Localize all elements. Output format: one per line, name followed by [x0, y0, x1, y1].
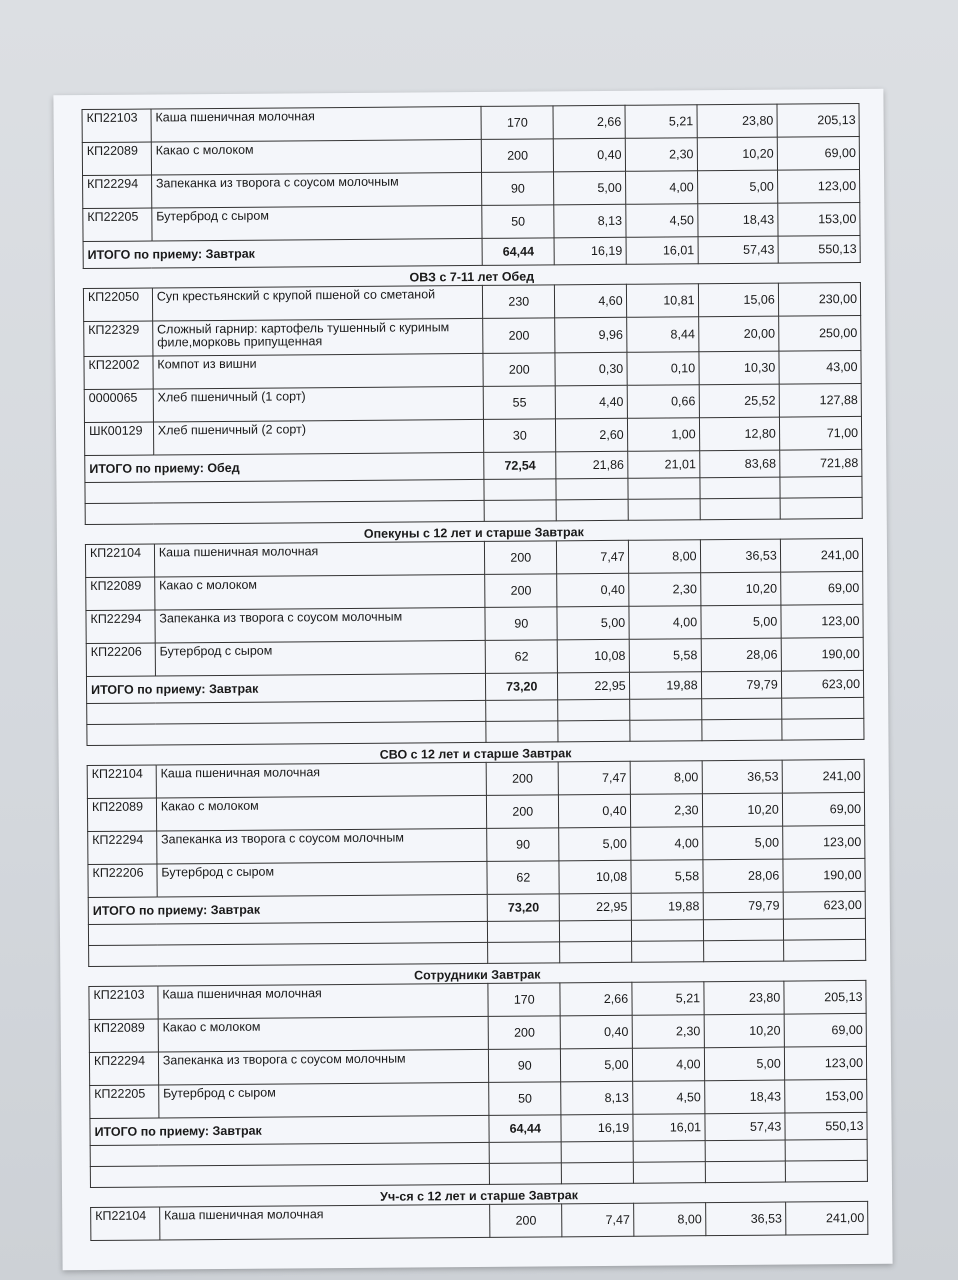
cell-v3: 23,80: [703, 981, 783, 1015]
cell-v1: 2,60: [555, 418, 627, 452]
total-v2: 16,01: [626, 237, 698, 265]
cell-code: КП22294: [83, 175, 152, 209]
empty-cell: [783, 918, 865, 940]
empty-cell: [484, 500, 556, 522]
cell-qty: 230: [482, 285, 554, 319]
total-v3: 79,79: [701, 671, 781, 699]
cell-v2: 4,00: [630, 827, 702, 861]
cell-v4: 153,00: [778, 202, 861, 236]
empty-cell: [780, 497, 862, 519]
empty-cell: [557, 699, 629, 721]
cell-v1: 0,40: [553, 138, 625, 172]
cell-v1: 10,08: [559, 860, 631, 894]
empty-cell: [486, 721, 558, 743]
cell-v1: 4,40: [555, 385, 627, 419]
cell-v1: 7,47: [558, 761, 630, 795]
cell-code: КП22329: [84, 321, 153, 357]
total-v3: 57,43: [698, 236, 778, 264]
cell-code: КП22089: [82, 142, 151, 176]
cell-v3: 28,06: [701, 638, 781, 672]
cell-v2: 4,50: [632, 1081, 704, 1115]
cell-v4: 123,00: [784, 1046, 867, 1080]
cell-v2: 1,00: [627, 418, 699, 452]
cell-name: Запеканка из творога с соусом молочным: [151, 172, 481, 208]
cell-v3: 10,30: [699, 351, 779, 385]
cell-v2: 2,30: [630, 794, 702, 828]
cell-v4: 230,00: [778, 282, 861, 316]
cell-name: Хлеб пшеничный (1 сорт): [153, 386, 483, 422]
cell-v1: 5,00: [560, 1048, 632, 1082]
total-v2: 19,88: [631, 893, 703, 921]
total-v3: 79,79: [703, 892, 783, 920]
cell-v1: 7,47: [556, 540, 628, 574]
total-v4: 623,00: [783, 891, 865, 919]
cell-qty: 50: [488, 1082, 560, 1116]
empty-cell: [489, 1142, 561, 1164]
cell-v1: 5,00: [557, 606, 629, 640]
menu-table: [82, 103, 861, 269]
cell-v3: 5,00: [704, 1047, 784, 1081]
cell-v2: 0,10: [627, 352, 699, 386]
cell-v3: 20,00: [698, 316, 778, 352]
cell-qty: 200: [486, 795, 558, 829]
cell-name: Запеканка из творога с соусом молочным: [158, 1049, 488, 1085]
cell-qty: 90: [485, 607, 557, 641]
cell-v2: 2,30: [632, 1015, 704, 1049]
cell-v4: 153,00: [784, 1079, 867, 1113]
empty-cell: [633, 1162, 705, 1184]
menu-table: [90, 1201, 868, 1241]
cell-qty: 55: [483, 386, 555, 420]
cell-v4: 241,00: [780, 538, 863, 572]
empty-cell: [629, 720, 701, 742]
empty-cell: [487, 942, 559, 964]
cell-v3: 18,43: [704, 1080, 784, 1114]
cell-qty: 90: [486, 828, 558, 862]
cell-v3: 28,06: [703, 859, 783, 893]
cell-v4: 190,00: [783, 858, 866, 892]
cell-v3: 10,20: [702, 793, 782, 827]
empty-cell: [559, 941, 631, 963]
empty-cell: [628, 478, 700, 500]
cell-v1: 10,08: [557, 639, 629, 673]
total-v1: 22,95: [557, 672, 629, 700]
total-v4: 721,88: [779, 449, 861, 477]
empty-cell: [556, 478, 628, 500]
cell-name: Бутерброд с сыром: [152, 205, 482, 241]
empty-cell: [785, 1160, 867, 1182]
cell-name: Сложный гарнир: картофель тушенный с куриным филе,морковь припущенная: [153, 318, 483, 356]
cell-v4: 190,00: [781, 637, 864, 671]
empty-cell: [629, 699, 701, 721]
cell-v4: 241,00: [782, 759, 865, 793]
cell-v4: 43,00: [779, 350, 862, 384]
empty-cell: [556, 499, 628, 521]
cell-name: Компот из вишни: [153, 353, 483, 389]
cell-v1: 5,00: [553, 171, 625, 205]
cell-v3: 5,00: [697, 170, 777, 204]
empty-cell: [87, 721, 486, 745]
cell-code: КП22089: [87, 798, 156, 832]
cell-qty: 200: [484, 541, 556, 575]
empty-cell: [90, 1163, 489, 1187]
empty-cell: [85, 500, 484, 524]
cell-v1: 4,60: [554, 284, 626, 318]
cell-code: ШК00129: [84, 422, 153, 456]
cell-v4: 123,00: [782, 825, 865, 859]
cell-v2: 10,81: [626, 284, 698, 318]
cell-v2: 5,58: [629, 639, 701, 673]
cell-v4: 123,00: [781, 604, 864, 638]
cell-qty: 200: [482, 318, 554, 354]
cell-qty: 200: [483, 353, 555, 387]
cell-qty: 200: [488, 1016, 560, 1050]
cell-v4: 123,00: [777, 169, 860, 203]
cell-qty: 200: [486, 762, 558, 796]
total-v1: 16,19: [561, 1114, 633, 1142]
section-title: СВО с 12 лет и старше Завтрак: [379, 746, 572, 762]
cell-v2: 2,30: [625, 138, 697, 172]
empty-cell: [700, 477, 780, 499]
empty-cell: [705, 1140, 785, 1162]
cell-qty: 30: [483, 419, 555, 453]
cell-v2: 0,66: [627, 385, 699, 419]
cell-name: Бутерброд с сыром: [159, 1082, 489, 1118]
cell-name: Какао с молоком: [156, 795, 486, 831]
cell-qty: 90: [488, 1049, 560, 1083]
cell-v4: 127,88: [779, 383, 862, 417]
empty-cell: [89, 942, 488, 966]
cell-qty: 170: [481, 106, 553, 140]
cell-v1: 2,66: [553, 105, 625, 139]
cell-v3: 10,20: [704, 1014, 784, 1048]
cell-v1: 8,13: [560, 1081, 632, 1115]
empty-cell: [561, 1141, 633, 1163]
cell-v3: 10,20: [700, 572, 780, 606]
cell-code: КП22294: [88, 831, 157, 865]
empty-cell: [705, 1161, 785, 1183]
empty-cell: [783, 939, 865, 961]
total-label: ИТОГО по приему: Завтрак: [86, 673, 485, 703]
section-title: Опекуны с 12 лет и старше Завтрак: [363, 525, 584, 541]
menu-table: [85, 538, 865, 746]
cell-v4: 69,00: [780, 571, 863, 605]
cell-name: Каша пшеничная молочная: [154, 541, 484, 577]
cell-v3: 36,53: [700, 539, 780, 573]
cell-qty: 90: [481, 172, 553, 206]
cell-v4: 205,13: [784, 980, 867, 1014]
total-v4: 623,00: [781, 670, 863, 698]
cell-code: КП22206: [88, 864, 157, 898]
cell-v4: 69,00: [784, 1013, 867, 1047]
cell-v3: 5,00: [702, 826, 782, 860]
cell-name: Какао с молоком: [158, 1016, 488, 1052]
empty-cell: [628, 499, 700, 521]
empty-cell: [484, 479, 556, 501]
cell-qty: 200: [481, 139, 553, 173]
empty-cell: [631, 920, 703, 942]
cell-v3: 36,53: [705, 1202, 785, 1236]
cell-v1: 9,96: [554, 317, 626, 353]
cell-code: КП22104: [87, 765, 156, 799]
cell-v1: 0,40: [560, 1015, 632, 1049]
cell-code: КП22104: [91, 1207, 160, 1241]
menu-table: [88, 980, 868, 1188]
cell-v2: 5,21: [625, 105, 697, 139]
total-qty: 64,44: [489, 1115, 561, 1143]
total-v2: 19,88: [629, 672, 701, 700]
total-v4: 550,13: [778, 235, 860, 263]
cell-v4: 69,00: [777, 136, 860, 170]
empty-cell: [782, 718, 864, 740]
cell-v2: 8,00: [633, 1203, 705, 1237]
total-label: ИТОГО по приему: Завтрак: [90, 1115, 489, 1145]
empty-cell: [785, 1139, 867, 1161]
section-title: Сотрудники Завтрак: [414, 967, 541, 983]
cell-v3: 18,43: [697, 203, 777, 237]
cell-v2: 8,00: [628, 540, 700, 574]
cell-name: Бутерброд с сыром: [157, 861, 487, 897]
cell-v2: 5,21: [632, 982, 704, 1016]
total-v2: 16,01: [633, 1114, 705, 1142]
cell-name: Каша пшеничная молочная: [159, 1204, 489, 1240]
cell-v4: 241,00: [785, 1201, 868, 1235]
cell-v3: 5,00: [701, 605, 781, 639]
cell-v2: 4,50: [625, 204, 697, 238]
cell-name: Каша пшеничная молочная: [156, 762, 486, 798]
empty-cell: [781, 697, 863, 719]
cell-v2: 2,30: [628, 573, 700, 607]
empty-cell: [701, 698, 781, 720]
cell-v1: 7,47: [561, 1203, 633, 1237]
cell-name: Каша пшеничная молочная: [158, 983, 488, 1019]
cell-v3: 23,80: [697, 104, 777, 138]
menu-document: [82, 103, 869, 1241]
cell-code: КП22294: [89, 1052, 158, 1086]
empty-cell: [701, 719, 781, 741]
empty-cell: [559, 920, 631, 942]
cell-code: КП22002: [84, 356, 153, 390]
cell-qty: 200: [489, 1204, 561, 1238]
cell-code: КП22103: [89, 986, 158, 1020]
total-v1: 22,95: [559, 893, 631, 921]
total-label: ИТОГО по приему: Завтрак: [83, 238, 482, 268]
cell-v4: 71,00: [779, 416, 862, 450]
total-qty: 73,20: [487, 894, 559, 922]
cell-v2: 8,00: [630, 761, 702, 795]
cell-qty: 170: [488, 983, 560, 1017]
total-v3: 57,43: [704, 1113, 784, 1141]
cell-v4: 250,00: [778, 315, 861, 351]
cell-v1: 0,40: [558, 794, 630, 828]
cell-v2: 4,00: [629, 606, 701, 640]
cell-v3: 36,53: [702, 760, 782, 794]
cell-name: Какао с молоком: [151, 139, 481, 175]
cell-v1: 0,40: [556, 573, 628, 607]
total-v4: 550,13: [785, 1112, 867, 1140]
cell-v2: 4,00: [632, 1048, 704, 1082]
cell-v2: 4,00: [625, 171, 697, 205]
empty-cell: [703, 919, 783, 941]
cell-v3: 12,80: [699, 417, 779, 451]
cell-code: КП22089: [86, 577, 155, 611]
menu-table: [87, 759, 867, 967]
empty-cell: [561, 1162, 633, 1184]
cell-code: КП22205: [90, 1085, 159, 1119]
empty-cell: [558, 720, 630, 742]
cell-name: Запеканка из творога с соусом молочным: [157, 828, 487, 864]
cell-v1: 2,66: [560, 982, 632, 1016]
total-qty: 64,44: [482, 238, 554, 266]
table-row: [91, 1201, 868, 1240]
cell-v4: 69,00: [782, 792, 865, 826]
cell-qty: 62: [487, 861, 559, 895]
cell-name: Суп крестьянский с крупой пшеной со сметаной: [152, 285, 482, 321]
total-v3: 83,68: [699, 450, 779, 478]
total-v1: 21,86: [555, 451, 627, 479]
empty-cell: [633, 1141, 705, 1163]
cell-code: КП22206: [86, 643, 155, 677]
total-label: ИТОГО по приему: Обед: [85, 452, 484, 482]
cell-name: Бутерброд с сыром: [155, 640, 485, 676]
cell-code: КП22104: [85, 544, 154, 578]
cell-code: КП22294: [86, 610, 155, 644]
cell-qty: 62: [485, 640, 557, 674]
total-qty: 72,54: [483, 452, 555, 480]
cell-v3: 10,20: [697, 137, 777, 171]
cell-code: КП22089: [89, 1019, 158, 1053]
cell-v1: 8,13: [553, 204, 625, 238]
cell-code: КП22050: [83, 288, 152, 322]
section-title: ОВЗ с 7-11 лет Обед: [409, 269, 535, 285]
cell-v2: 8,44: [626, 317, 698, 353]
empty-cell: [631, 941, 703, 963]
cell-v1: 5,00: [558, 827, 630, 861]
total-label: ИТОГО по приему: Завтрак: [88, 894, 487, 924]
cell-v4: 205,13: [777, 103, 860, 137]
cell-name: Хлеб пшеничный (2 сорт): [153, 419, 483, 455]
paper-sheet: [53, 89, 892, 1270]
total-v2: 21,01: [627, 451, 699, 479]
empty-cell: [485, 700, 557, 722]
cell-qty: 50: [482, 205, 554, 239]
cell-v3: 15,06: [698, 283, 778, 317]
menu-table: [83, 282, 863, 525]
empty-cell: [487, 921, 559, 943]
section-title: Уч-ся с 12 лет и старше Завтрак: [380, 1188, 579, 1204]
cell-name: Какао с молоком: [155, 574, 485, 610]
cell-name: Каша пшеничная молочная: [151, 106, 481, 142]
cell-v2: 5,58: [631, 860, 703, 894]
empty-cell: [703, 940, 783, 962]
cell-code: 0000065: [84, 389, 153, 423]
cell-v1: 0,30: [555, 352, 627, 386]
cell-code: КП22103: [82, 109, 151, 143]
empty-cell: [489, 1163, 561, 1185]
total-v1: 16,19: [554, 237, 626, 265]
cell-name: Запеканка из творога с соусом молочным: [155, 607, 485, 643]
cell-v3: 25,52: [699, 384, 779, 418]
empty-cell: [700, 498, 780, 520]
cell-code: КП22205: [83, 208, 152, 242]
empty-cell: [780, 476, 862, 498]
cell-qty: 200: [484, 574, 556, 608]
total-qty: 73,20: [485, 673, 557, 701]
